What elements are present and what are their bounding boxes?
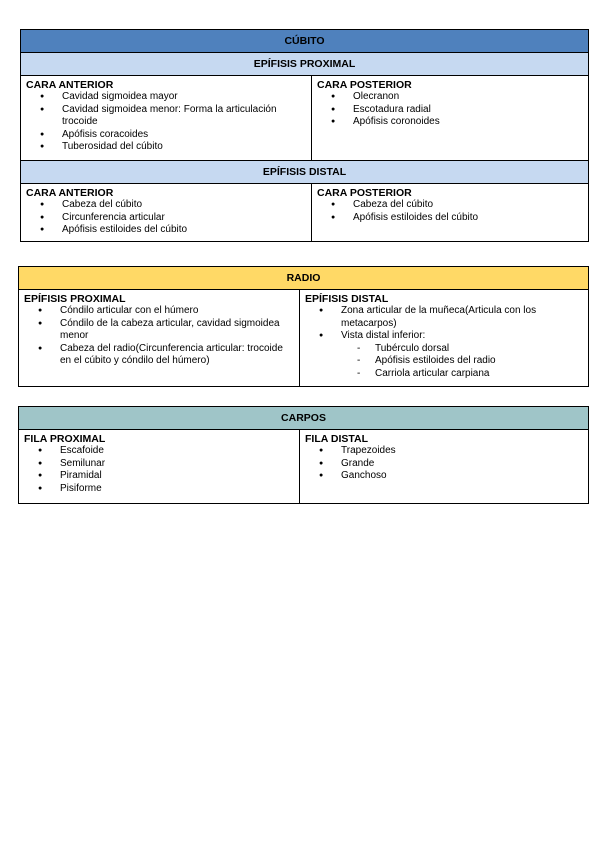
section-title: FILA PROXIMAL xyxy=(24,433,106,445)
cubito-header-text: CÚBITO xyxy=(284,35,325,47)
list-item: ● Escafoide xyxy=(24,445,295,458)
section-title: CARA POSTERIOR xyxy=(317,79,412,91)
list-item: ● Cóndilo de la cabeza articular, cavidad sigmoidea menor xyxy=(24,318,295,343)
cubito-table xyxy=(20,29,589,242)
list-item: ● Cóndilo articular con el húmero xyxy=(24,305,295,318)
carpos-proximal xyxy=(19,430,300,504)
list-item: ● Escotadura radial xyxy=(317,104,584,117)
carpos-table xyxy=(18,406,589,504)
dash-list xyxy=(305,343,584,381)
carpos-distal xyxy=(300,430,589,504)
list-item: ● Vista distal inferior: xyxy=(305,330,584,343)
radio-table xyxy=(18,266,589,387)
cubito-proximal-title: EPÍFISIS PROXIMAL xyxy=(253,58,356,70)
list-item: ● Cabeza del cúbito xyxy=(26,199,307,212)
cubito-header xyxy=(21,30,589,53)
radio-header xyxy=(19,267,589,290)
cubito-proximal-posterior xyxy=(312,76,589,161)
section-title: EPÍFISIS PROXIMAL xyxy=(24,293,126,305)
list-item: ● Cavidad sigmoidea mayor xyxy=(26,91,307,104)
radio-proximal xyxy=(19,290,300,387)
section-title: CARA ANTERIOR xyxy=(26,187,114,199)
list-item: ● Trapezoides xyxy=(305,445,584,458)
sub-list-item: - Tubérculo dorsal xyxy=(305,343,584,356)
list-item: ● Cabeza del cúbito xyxy=(317,199,584,212)
list-item: ● Apófisis coronoides xyxy=(317,116,584,129)
list-item: ● Apófisis estiloides del cúbito xyxy=(317,212,584,225)
section-title: FILA DISTAL xyxy=(305,433,368,445)
cubito-distal-header xyxy=(21,161,589,184)
list-item: ● Apófisis coracoides xyxy=(26,129,307,142)
sub-list-item: - Carriola articular carpiana xyxy=(305,368,584,381)
list-item: ● Ganchoso xyxy=(305,470,584,483)
list-item: ● Pisiforme xyxy=(24,483,295,496)
cubito-proximal-anterior xyxy=(21,76,312,161)
list-item: ● Apófisis estiloides del cúbito xyxy=(26,224,307,237)
list-item: ● Tuberosidad del cúbito xyxy=(26,141,307,154)
bullet-list xyxy=(24,305,295,368)
list-item: ● Semilunar xyxy=(24,458,295,471)
bullet-list xyxy=(26,91,307,154)
bullet-list xyxy=(305,305,584,343)
sub-list-item: - Apófisis estiloides del radio xyxy=(305,355,584,368)
list-item: ● Circunferencia articular xyxy=(26,212,307,225)
section-title: CARA ANTERIOR xyxy=(26,79,114,91)
cubito-distal-posterior xyxy=(312,184,589,242)
list-item: ● Cabeza del radio(Circunferencia articular: trocoide en el cúbito y cóndilo del húmero) xyxy=(24,343,295,368)
list-item: ● Olecranon xyxy=(317,91,584,104)
list-item: ● Zona articular de la muñeca(Articula con los metacarpos) xyxy=(305,305,584,330)
section-title: EPÍFISIS DISTAL xyxy=(305,293,389,305)
bullet-list xyxy=(24,445,295,495)
radio-distal xyxy=(300,290,589,387)
carpos-header xyxy=(19,407,589,430)
list-item: ● Piramidal xyxy=(24,470,295,483)
bullet-list xyxy=(26,199,307,237)
radio-header-text: RADIO xyxy=(286,272,321,284)
list-item: ● Cavidad sigmoidea menor: Forma la articulación trocoide xyxy=(26,104,307,129)
cubito-distal-anterior xyxy=(21,184,312,242)
bullet-list xyxy=(317,199,584,224)
section-title: CARA POSTERIOR xyxy=(317,187,412,199)
carpos-header-text: CARPOS xyxy=(281,412,326,424)
cubito-proximal-header xyxy=(21,53,589,76)
list-item: ● Grande xyxy=(305,458,584,471)
bullet-list xyxy=(305,445,584,483)
bullet-list xyxy=(317,91,584,129)
cubito-distal-title: EPÍFISIS DISTAL xyxy=(262,166,347,178)
